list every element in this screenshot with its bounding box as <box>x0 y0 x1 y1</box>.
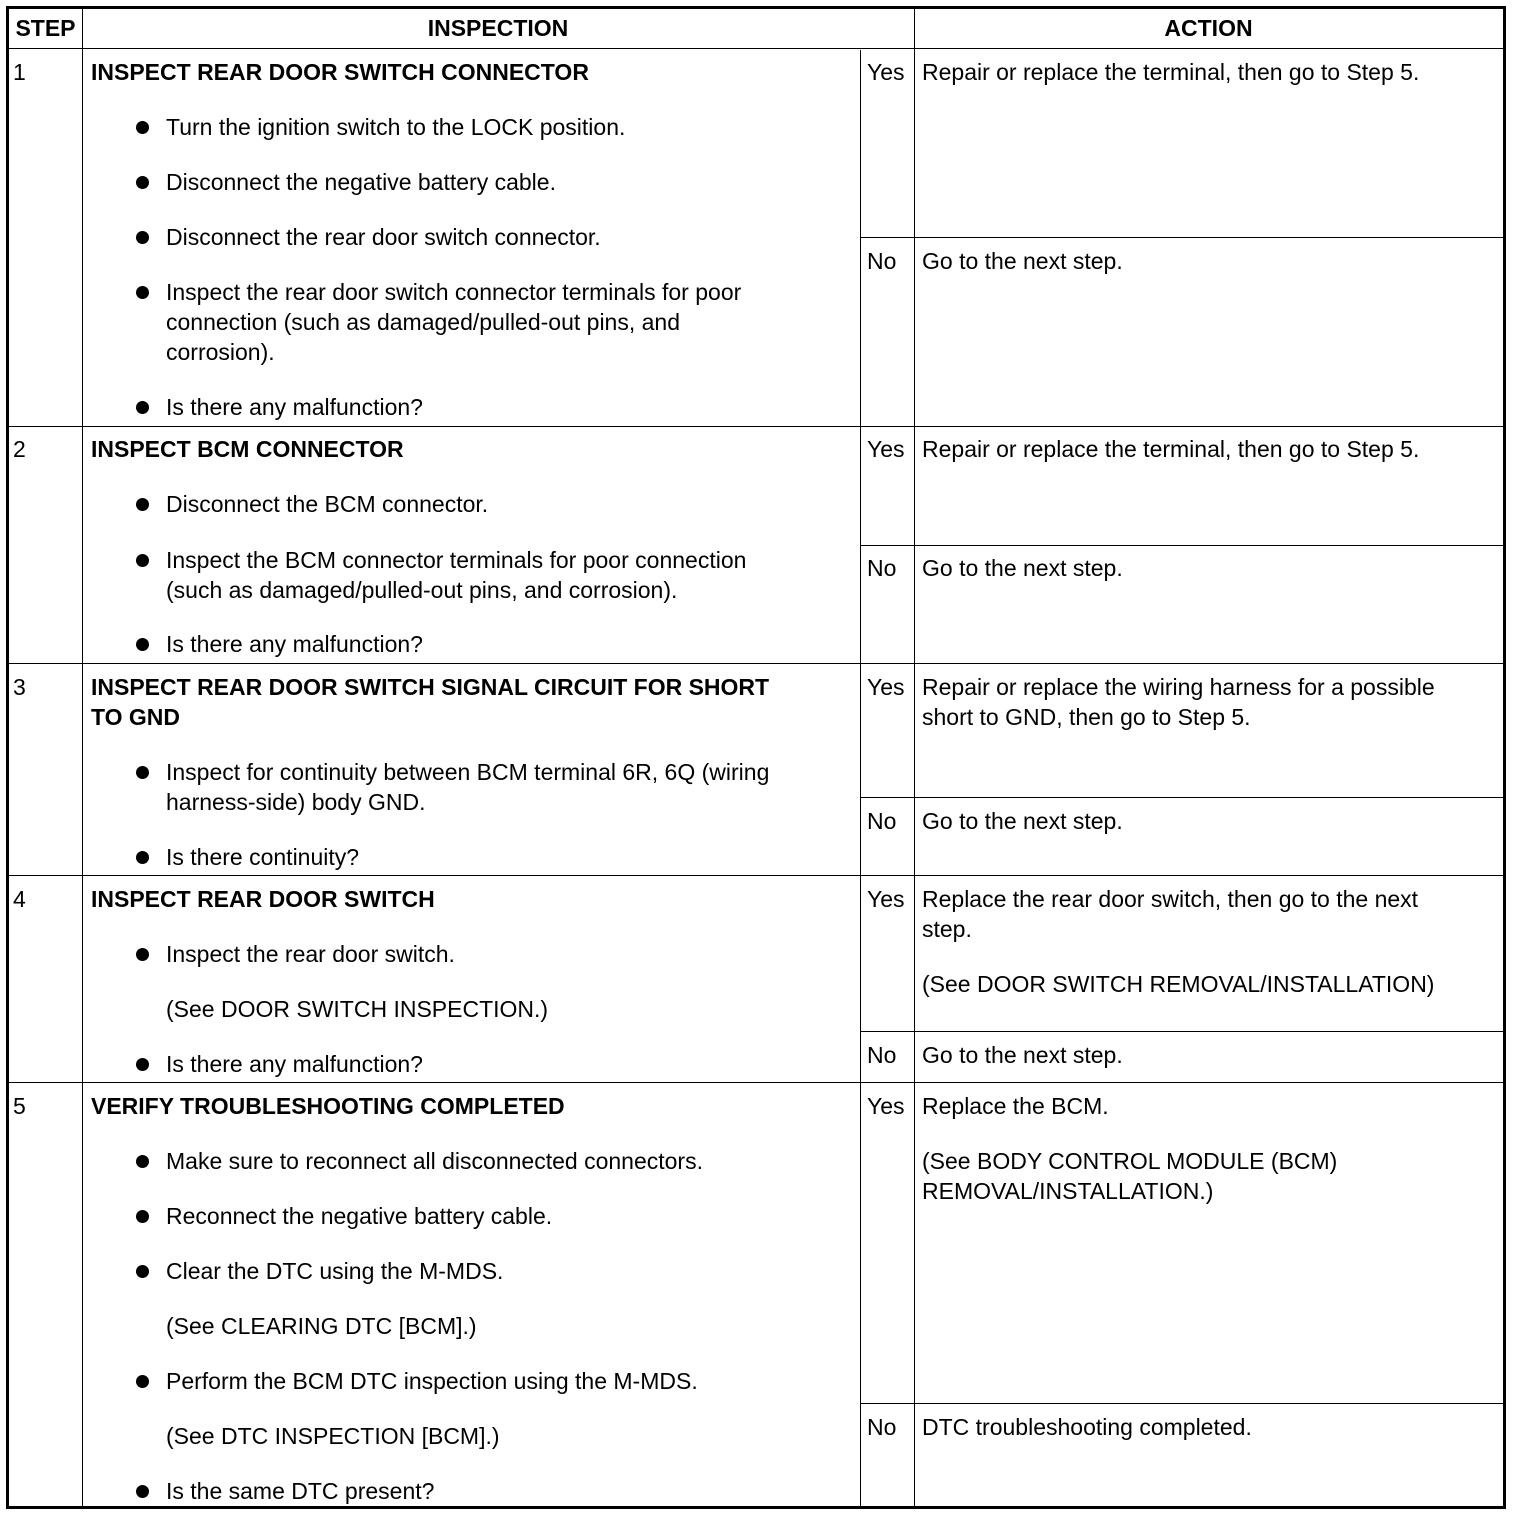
inspection-item: connection (such as damaged/pulled-out pins, and <box>166 309 681 335</box>
step-title: INSPECT REAR DOOR SWITCH SIGNAL CIRCUIT FOR SHORT <box>91 674 770 700</box>
step-number: 2 <box>13 436 26 462</box>
bullet-icon <box>136 638 149 651</box>
inspection-item: Turn the ignition switch to the LOCK position. <box>166 114 626 140</box>
yes-label: Yes <box>867 1093 905 1119</box>
inspection-item: Is there continuity? <box>166 844 360 870</box>
row-2-bottom <box>9 663 1503 664</box>
bullet-icon <box>136 498 149 511</box>
inspection-item: (See DTC INSPECTION [BCM].) <box>166 1423 500 1449</box>
header-action: ACTION <box>1164 15 1253 41</box>
row-4-bottom <box>9 1082 1503 1083</box>
no-label: No <box>867 248 897 274</box>
inspection-item: Is there any malfunction? <box>166 394 423 420</box>
inspection-item: Make sure to reconnect all disconnected connectors. <box>166 1148 703 1174</box>
inspection-item: Is the same DTC present? <box>166 1478 435 1504</box>
yes-action: (See DOOR SWITCH REMOVAL/INSTALLATION) <box>922 971 1435 997</box>
yes-action: Replace the rear door switch, then go to the next <box>922 886 1419 912</box>
bullet-icon <box>136 176 149 189</box>
inspection-item: Perform the BCM DTC inspection using the M-MDS. <box>166 1368 698 1394</box>
bullet-icon <box>136 121 149 134</box>
bullet-icon <box>136 401 149 414</box>
no-action: DTC troubleshooting completed. <box>922 1414 1252 1440</box>
inspection-item: Inspect the BCM connector terminals for poor connection <box>166 547 747 573</box>
step-title: INSPECT BCM CONNECTOR <box>91 436 404 462</box>
inspection-item: Inspect the rear door switch connector terminals for poor <box>166 279 742 305</box>
header-inspection: INSPECTION <box>427 15 569 41</box>
inspection-item: Disconnect the rear door switch connector. <box>166 224 601 250</box>
row-2-yes-no-divider <box>860 545 1503 546</box>
yes-label: Yes <box>867 59 905 85</box>
inspection-item: Is there any malfunction? <box>166 631 423 657</box>
bullet-icon <box>136 231 149 244</box>
troubleshooting-table <box>6 6 1506 1509</box>
bullet-icon <box>136 766 149 779</box>
row-3-yes-no-divider <box>860 797 1503 798</box>
col-divider-yesno <box>860 50 861 1506</box>
bullet-icon <box>136 554 149 567</box>
inspection-item: Disconnect the BCM connector. <box>166 491 489 517</box>
yes-action: Repair or replace the wiring harness for a possible <box>922 674 1435 700</box>
yes-action: REMOVAL/INSTALLATION.) <box>922 1178 1214 1204</box>
inspection-item: Reconnect the negative battery cable. <box>166 1203 553 1229</box>
bullet-icon <box>136 948 149 961</box>
yes-action: Repair or replace the terminal, then go to Step 5. <box>922 436 1420 462</box>
row-3-bottom <box>9 875 1503 876</box>
step-title: TO GND <box>91 704 181 730</box>
inspection-item: Is there any malfunction? <box>166 1051 423 1077</box>
inspection-item: harness-side) body GND. <box>166 789 426 815</box>
row-1-bottom <box>9 426 1503 427</box>
header-step: STEP <box>15 15 76 41</box>
bullet-icon <box>136 286 149 299</box>
inspection-item: Disconnect the negative battery cable. <box>166 169 556 195</box>
yes-label: Yes <box>867 674 905 700</box>
step-number: 3 <box>13 674 26 700</box>
inspection-item: Inspect the rear door switch. <box>166 941 455 967</box>
bullet-icon <box>136 851 149 864</box>
no-action: Go to the next step. <box>922 808 1123 834</box>
row-5-yes-no-divider <box>860 1403 1503 1404</box>
inspection-item: (See CLEARING DTC [BCM].) <box>166 1313 477 1339</box>
step-number: 5 <box>13 1093 26 1119</box>
bullet-icon <box>136 1375 149 1388</box>
bullet-icon <box>136 1485 149 1498</box>
no-action: Go to the next step. <box>922 248 1123 274</box>
inspection-item: Clear the DTC using the M-MDS. <box>166 1258 504 1284</box>
header-row-bottom <box>9 48 1503 49</box>
no-action: Go to the next step. <box>922 1042 1123 1068</box>
yes-label: Yes <box>867 436 905 462</box>
no-label: No <box>867 1414 897 1440</box>
inspection-item: (such as damaged/pulled-out pins, and corrosion). <box>166 577 678 603</box>
bullet-icon <box>136 1058 149 1071</box>
no-label: No <box>867 808 897 834</box>
step-title: INSPECT REAR DOOR SWITCH <box>91 886 435 912</box>
yes-label: Yes <box>867 886 905 912</box>
row-4-yes-no-divider <box>860 1031 1503 1032</box>
yes-action: Repair or replace the terminal, then go to Step 5. <box>922 59 1420 85</box>
col-divider-step <box>82 9 83 1506</box>
step-title: VERIFY TROUBLESHOOTING COMPLETED <box>91 1093 565 1119</box>
yes-action: Replace the BCM. <box>922 1093 1109 1119</box>
no-label: No <box>867 1042 897 1068</box>
col-divider-action <box>914 50 915 1506</box>
step-number: 4 <box>13 886 26 912</box>
yes-action: short to GND, then go to Step 5. <box>922 704 1251 730</box>
step-title: INSPECT REAR DOOR SWITCH CONNECTOR <box>91 59 589 85</box>
yes-action: step. <box>922 916 972 942</box>
inspection-item: (See DOOR SWITCH INSPECTION.) <box>166 996 549 1022</box>
row-1-yes-no-divider <box>860 237 1503 238</box>
bullet-icon <box>136 1265 149 1278</box>
inspection-item: Inspect for continuity between BCM terminal 6R, 6Q (wiring <box>166 759 770 785</box>
yes-action: (See BODY CONTROL MODULE (BCM) <box>922 1148 1338 1174</box>
bullet-icon <box>136 1155 149 1168</box>
step-number: 1 <box>13 59 26 85</box>
bullet-icon <box>136 1210 149 1223</box>
no-action: Go to the next step. <box>922 555 1123 581</box>
inspection-item: corrosion). <box>166 339 275 365</box>
no-label: No <box>867 555 897 581</box>
